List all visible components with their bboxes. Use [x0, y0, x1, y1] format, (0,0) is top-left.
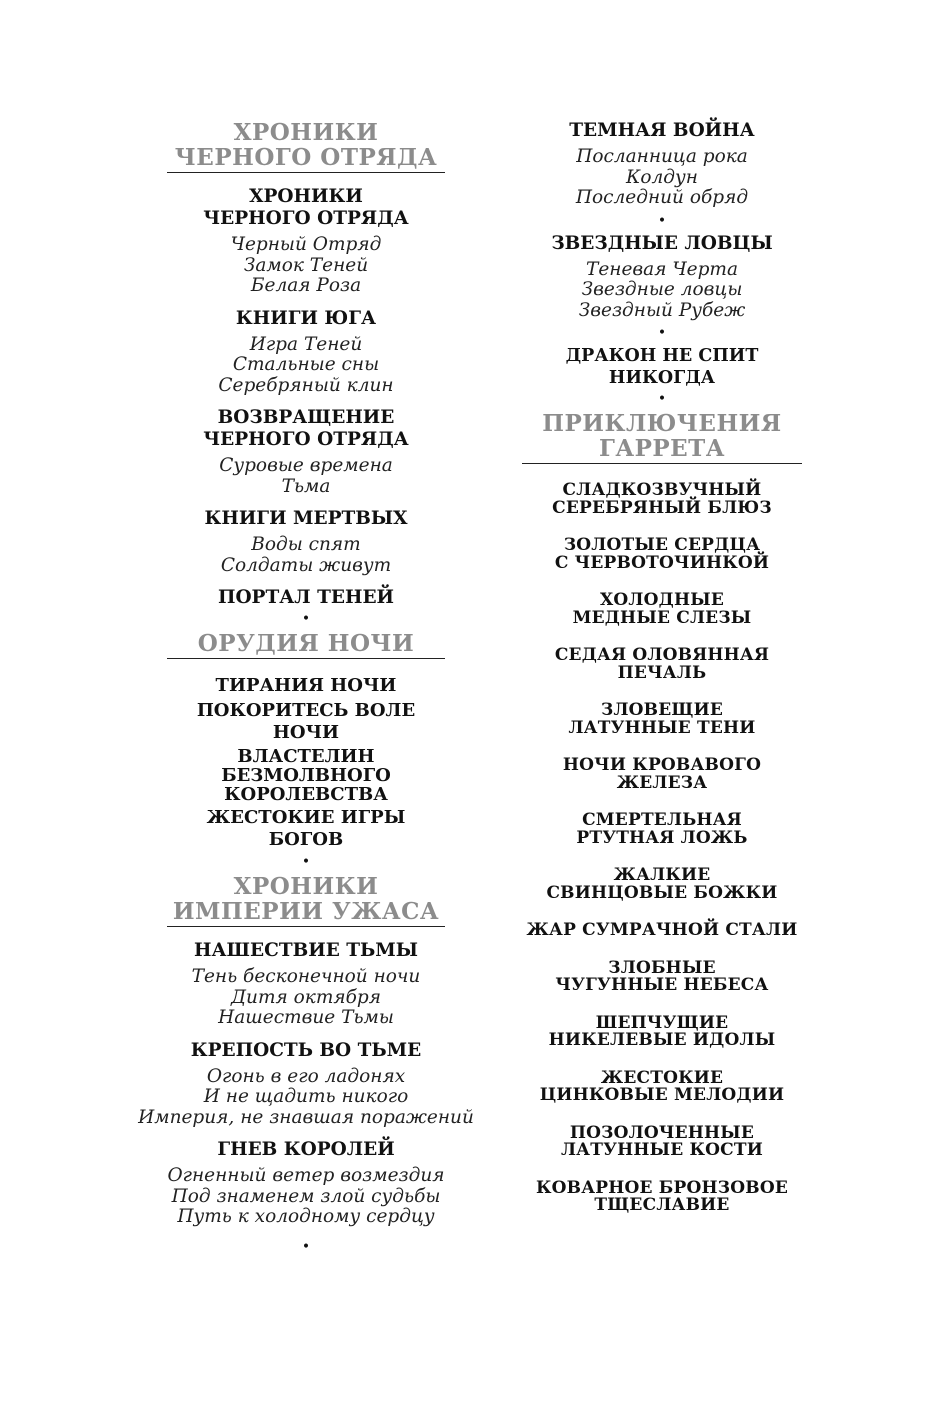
series-group — [138, 1039, 474, 1129]
series-heading: КНИГИ ЮГА — [235, 307, 377, 329]
book-title: ПОКОРИТЕСЬ ВОЛЕ НОЧИ — [196, 700, 416, 743]
book-title: Последний обряд — [575, 187, 749, 208]
section-heading-garrett: ПРИКЛЮЧЕНИЯ ГАРРЕТА — [522, 411, 802, 464]
bullet-separator: • — [301, 611, 311, 627]
series-heading: ХРОНИКИ ЧЕРНОГО ОТРЯДА — [203, 186, 409, 229]
book-title: КОВАРНОЕ БРОНЗОВОЕ ТЩЕСЛАВИЕ — [535, 1177, 788, 1215]
bullet-separator: • — [657, 325, 667, 341]
series-group — [167, 308, 445, 397]
bullet-separator: • — [657, 391, 667, 407]
book-title: Солдаты живут — [220, 554, 392, 576]
book-title: ЗОЛОТЫЕ СЕРДЦА С ЧЕРВОТОЧИНКОЙ — [554, 535, 770, 573]
book-title: Дитя октября — [231, 986, 381, 1008]
book-title: Тьма — [281, 475, 331, 497]
standalone-title: ДРАКОН НЕ СПИТ НИКОГДА — [565, 346, 759, 388]
book-title: Звездные ловцы — [581, 279, 743, 300]
book-title: Под знаменем злой судьбы — [171, 1185, 441, 1207]
book-titles — [522, 147, 802, 209]
book-title: Империя, не знавшая поражений — [138, 1106, 474, 1128]
garrett-book-list — [522, 482, 802, 1215]
book-title: Суровые времена — [219, 455, 393, 476]
book-title: ЖЕСТОКИЕ ЦИНКОВЫЕ МЕЛОДИИ — [539, 1067, 785, 1105]
book-title: ПОЗОЛОЧЕННЫЕ ЛАТУННЫЕ КОСТИ — [560, 1122, 764, 1160]
book-title: Стальные сны — [232, 354, 380, 375]
book-title: Белая Роза — [250, 275, 362, 296]
series-heading: КНИГИ МЕРТВЫХ — [204, 508, 408, 529]
bullet-separator: • — [301, 854, 311, 870]
book-titles — [167, 967, 445, 1029]
book-title: Огненный ветер возмездия — [167, 1165, 445, 1186]
section-heading-dread-empire: ХРОНИКИ ИМПЕРИИ УЖАСА — [167, 874, 445, 927]
book-title: Посланница рока — [576, 146, 748, 167]
series-group — [167, 407, 445, 497]
book-title: СЕДАЯ ОЛОВЯННАЯ ПЕЧАЛЬ — [554, 645, 770, 683]
book-title: СЛАДКОЗВУЧНЫЙ СЕРЕБРЯНЫЙ БЛЮЗ — [552, 480, 772, 518]
book-title: Замок Теней — [243, 254, 369, 276]
book-title: Теневая Черта — [585, 258, 738, 280]
series-group — [522, 233, 802, 322]
book-title: И не щадить никого — [203, 1086, 409, 1107]
series-group — [167, 186, 445, 297]
book-title: НОЧИ КРОВАВОГО ЖЕЛЕЗА — [562, 755, 762, 793]
book-title: ВЛАСТЕЛИН БЕЗМОЛВНОГО КОРОЛЕВСТВА — [221, 746, 391, 805]
series-group — [167, 1139, 445, 1228]
left-column — [138, 119, 474, 1259]
section-heading-instrumentalities: ОРУДИЯ НОЧИ — [167, 631, 445, 659]
book-titles — [522, 260, 802, 322]
book-title: ХОЛОДНЫЕ МЕДНЫЕ СЛЕЗЫ — [572, 590, 752, 628]
standalone-title: ПОРТАЛ ТЕНЕЙ — [217, 587, 395, 608]
series-heading: ВОЗВРАЩЕНИЕ ЧЕРНОГО ОТРЯДА — [203, 407, 409, 450]
book-title: Воды спят — [251, 534, 361, 555]
book-title: ЖЕСТОКИЕ ИГРЫ БОГОВ — [206, 807, 406, 850]
series-heading: КРЕПОСТЬ ВО ТЬМЕ — [190, 1039, 422, 1061]
book-titles — [167, 535, 445, 576]
book-title: ЖАЛКИЕ СВИНЦОВЫЕ БОЖКИ — [546, 865, 778, 903]
series-group — [522, 120, 802, 209]
book-titles — [167, 456, 445, 497]
book-title: ЗЛОВЕЩИЕ ЛАТУННЫЕ ТЕНИ — [568, 700, 756, 738]
book-title: ШЕПЧУЩИЕ НИКЕЛЕВЫЕ ИДОЛЫ — [548, 1012, 776, 1050]
book-titles — [167, 235, 445, 297]
book-titles — [167, 1166, 445, 1228]
book-title: Серебряный клин — [218, 374, 394, 396]
series-heading: НАШЕСТВИЕ ТЬМЫ — [194, 940, 418, 961]
book-title: ТИРАНИЯ НОЧИ — [215, 675, 397, 696]
right-column — [522, 120, 802, 1235]
book-titles — [167, 335, 445, 397]
series-heading: ЗВЕЗДНЫЕ ЛОВЦЫ — [551, 232, 773, 254]
book-title: СМЕРТЕЛЬНАЯ РТУТНАЯ ЛОЖЬ — [576, 810, 748, 848]
series-group — [167, 940, 445, 1029]
book-title: Игра Теней — [249, 333, 363, 355]
book-titles — [137, 1067, 475, 1129]
book-title: Звездный Рубеж — [578, 299, 746, 321]
book-title: Путь к холодному сердцу — [177, 1206, 435, 1227]
bullet-separator: • — [657, 212, 667, 229]
book-title: Колдун — [626, 166, 698, 188]
book-title: Огонь в его ладонях — [206, 1065, 406, 1087]
book-title: Нашествие Тьмы — [218, 1007, 394, 1028]
section-heading-black-company: ХРОНИКИ ЧЕРНОГО ОТРЯДА — [167, 120, 445, 173]
series-group — [167, 508, 445, 576]
book-title: ЖАР СУМРАЧНОЙ СТАЛИ — [526, 920, 798, 940]
bullet-separator: • — [301, 1238, 311, 1255]
book-title: Тень бесконечной ночи — [191, 966, 421, 987]
series-heading: ТЕМНАЯ ВОЙНА — [569, 120, 755, 141]
book-title: Черный Отряд — [230, 234, 382, 255]
series-heading: ГНЕВ КОРОЛЕЙ — [217, 1139, 395, 1160]
book-title: ЗЛОБНЫЕ ЧУГУННЫЕ НЕБЕСА — [555, 957, 769, 995]
